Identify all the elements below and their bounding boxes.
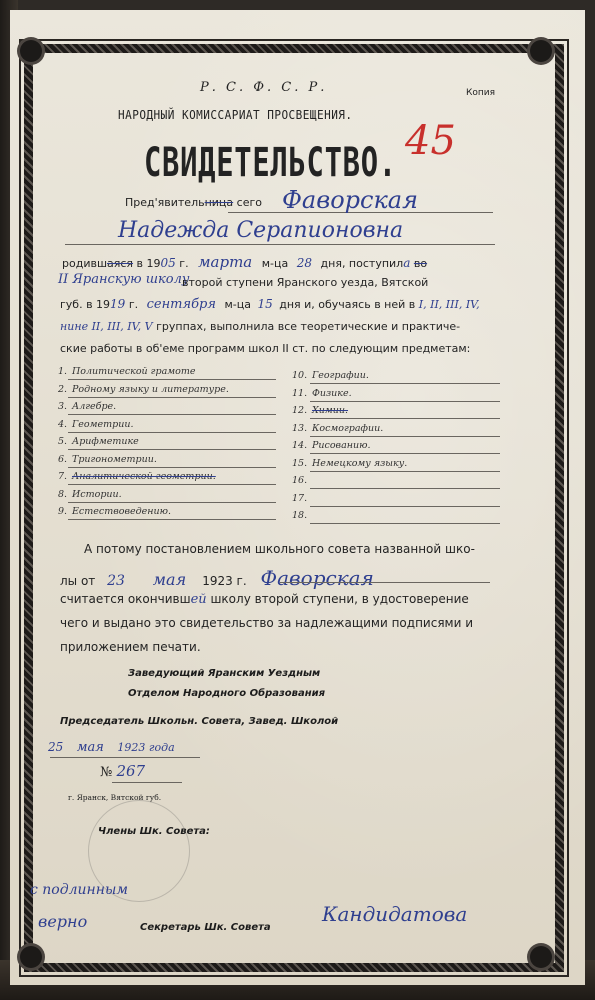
surname-handwritten: Фаворская xyxy=(282,186,418,214)
document-title: СВИДЕТЕЛЬСТВО. xyxy=(144,140,397,186)
subject-underline xyxy=(68,414,276,415)
given-names-handwritten: Надежда Серапионовна xyxy=(118,218,404,243)
subject-underline xyxy=(68,449,276,450)
subject-name: Истории. xyxy=(72,488,122,500)
subject-number: 7. xyxy=(58,471,68,482)
subject-name: Тригонометрии. xyxy=(72,453,157,465)
subject-underline xyxy=(68,484,276,485)
subject-name: Аналитической геометрии. xyxy=(72,471,216,482)
entry-line: губ. в 1919 г. сентября м-ца 15 дня и, обучаясь в ней в I, II, III, IV, xyxy=(60,297,480,312)
subject-number: 6. xyxy=(58,453,68,465)
subject-underline xyxy=(68,467,276,468)
chairman-title: Председатель Школьн. Совета, Завед. Школой xyxy=(60,716,339,727)
subject-number: 10. xyxy=(292,370,308,381)
underline xyxy=(280,582,490,583)
decision-line-3: считается окончившей школу второй ступени, в удостоверение xyxy=(60,592,469,607)
bearer-label: Пред'явительница сего xyxy=(125,196,262,209)
subject-underline xyxy=(310,523,500,524)
subject-name: Химии. xyxy=(312,405,349,416)
subject-underline xyxy=(68,502,276,503)
subject-name: Геометрии. xyxy=(72,418,134,430)
subject-name: Немецкому языку. xyxy=(312,457,408,469)
head-title-line-1: Заведующий Яранским Уездным xyxy=(128,668,321,679)
birth-line: родившаяся в 1905 г. марта м-ца 28 дня, поступила во xyxy=(62,253,428,271)
subject-underline xyxy=(310,436,500,437)
issue-date: 25 мая 1923 года xyxy=(48,740,175,755)
subject-number: 11. xyxy=(292,387,308,399)
subject-name: Родному языку и литературе. xyxy=(72,383,229,395)
frame-corner-ornament xyxy=(530,946,552,968)
subject-name: Рисованию. xyxy=(312,440,371,451)
secretary-signature: Кандидатова xyxy=(322,902,468,926)
frame-corner-ornament xyxy=(20,40,42,62)
underline xyxy=(112,782,182,783)
registration-number: № 267 xyxy=(100,762,146,780)
council-members-label: Члены Шк. Совета: xyxy=(98,826,210,837)
subject-underline xyxy=(310,453,500,454)
subject-underline xyxy=(310,471,500,472)
frame-corner-ornament xyxy=(530,40,552,62)
decision-line-1: А потому постановлением школьного совета названной шко- xyxy=(84,542,475,556)
subjects-intro: ские работы в об'еме программ школ II ст. по следующим предметам: xyxy=(60,342,471,355)
subject-number: 17. xyxy=(292,492,308,504)
republic-header: Р. С. Ф. С. Р. xyxy=(200,80,328,95)
head-title-line-2: Отделом Народного Образования xyxy=(128,688,326,699)
subject-name: Политической грамоте xyxy=(72,366,196,377)
school-handwritten: II Яранскую школу xyxy=(58,272,190,287)
subject-name: Космографии. xyxy=(312,422,384,434)
subject-name: Алгебре. xyxy=(72,401,117,412)
subject-underline xyxy=(310,383,500,384)
copy-mark: Копия xyxy=(466,88,496,98)
subject-number: 8. xyxy=(58,488,68,500)
subject-number: 13. xyxy=(292,422,308,434)
commissariat-header: НАРОДНЫЙ КОМИССАРИАТ ПРОСВЕЩЕНИЯ. xyxy=(118,108,353,122)
subject-number: 12. xyxy=(292,405,308,416)
subject-underline xyxy=(310,401,500,402)
red-handwritten-number: 45 xyxy=(405,118,456,164)
underline xyxy=(50,757,200,758)
subject-number: 14. xyxy=(292,440,308,451)
subject-number: 1. xyxy=(58,366,68,377)
decision-line-2: лы от 23 мая 1923 г. Фаворская xyxy=(60,566,374,590)
subject-name: Географии. xyxy=(312,370,369,381)
subject-number: 15. xyxy=(292,457,308,469)
subject-name: Естествоведению. xyxy=(72,506,172,517)
subject-underline xyxy=(310,418,500,419)
subject-underline xyxy=(310,506,500,507)
subject-underline xyxy=(68,519,276,520)
place-of-issue: г. Яранск, Вятской губ. xyxy=(68,793,162,802)
subject-number: 3. xyxy=(58,401,68,412)
underline xyxy=(65,244,495,245)
subject-underline xyxy=(68,379,276,380)
true-copy-note-line-2: верно xyxy=(38,912,88,931)
subject-name: Арифметике xyxy=(72,436,139,447)
subject-name: Физике. xyxy=(312,387,352,399)
subject-number: 18. xyxy=(292,510,308,521)
frame-corner-ornament xyxy=(20,946,42,968)
decision-line-4: чего и выдано это свидетельство за надлежащими подписями и xyxy=(60,616,473,630)
subject-underline xyxy=(68,397,276,398)
subject-number: 5. xyxy=(58,436,68,447)
groups-line: нине II, III, IV, V группах, выполнила все теоретические и практиче- xyxy=(60,320,461,333)
secretary-title: Секретарь Шк. Совета xyxy=(140,922,271,933)
subject-underline xyxy=(310,488,500,489)
subject-underline xyxy=(68,432,276,433)
subject-number: 2. xyxy=(58,383,68,395)
subject-number: 9. xyxy=(58,506,68,517)
subject-number: 4. xyxy=(58,418,68,430)
school-line-rest: второй ступени Яранского уезда, Вятской xyxy=(182,276,429,289)
decision-line-5: приложением печати. xyxy=(60,640,201,654)
subject-number: 16. xyxy=(292,475,308,486)
true-copy-note-line-1: с подлинным xyxy=(30,882,128,898)
